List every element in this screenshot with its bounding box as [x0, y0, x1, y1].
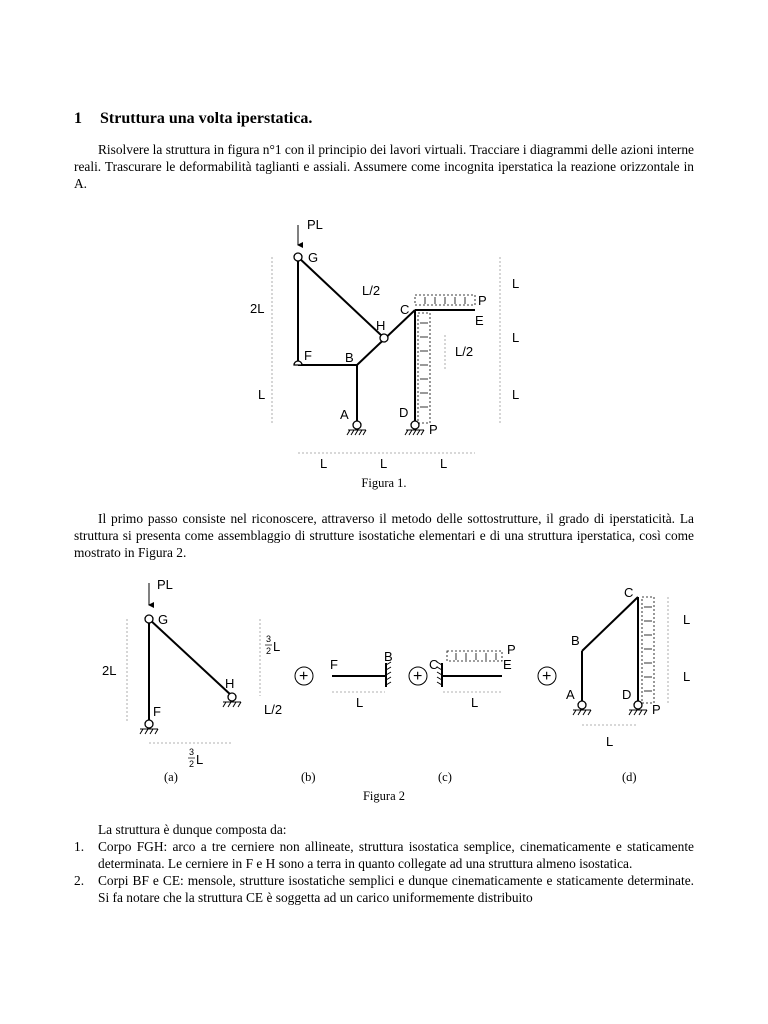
fig1-dim-half: L/2 [362, 283, 381, 298]
list-item-text: Corpo FGH: arco a tre cerniere non allineate, struttura isostatica semplice, cinematicamente e staticamente determinata. Le cerniere in F e H sono a terra in quanto collegate ad una struttura almeno isostatica. [98, 839, 694, 871]
list-item-number: 1. [74, 839, 85, 854]
fig2-part-b [330, 649, 393, 710]
figure-1 [0, 205, 768, 495]
section-heading [74, 110, 312, 128]
fig2d-node-A: A [566, 687, 575, 702]
fig2d-node-C: C [624, 585, 634, 600]
fig2-part-a [102, 577, 282, 769]
fig1-node-H: H [376, 318, 386, 333]
fig2c-node-C: C [429, 657, 439, 672]
list-item-text: Corpi BF e CE: mensole, strutture isostatiche semplici e dunque cinematicamente e staticamente determinate. Si fa notare che la struttura CE è soggetta ad un carico uniformemente distribuito [98, 873, 694, 905]
fig2c-dim: L [471, 695, 479, 710]
fig2b-node-F: F [330, 657, 338, 672]
fig2a-dim-2L: 2L [102, 663, 117, 678]
fig2a-bottom-num: 3 [189, 747, 195, 757]
fig1-load-P-top: P [478, 293, 487, 308]
fig1-node-C: C [400, 302, 410, 317]
fig1-dist-load-vertical [418, 313, 430, 423]
fig2a-node-G: G [158, 612, 169, 627]
fig1-dim-b3: L [440, 456, 448, 471]
fig1-dim-2L: 2L [250, 301, 265, 316]
fig2d-dim-top: L [683, 612, 691, 627]
fig1-load-P-bottom: P [429, 422, 438, 437]
fig2-sub-d: (d) [622, 770, 637, 784]
fig2d-dim-mid: L [683, 669, 691, 684]
fig1-node-F: F [304, 348, 312, 363]
fig1-supports [347, 430, 424, 435]
fig2a-node-F: F [153, 704, 161, 719]
fig2a-bottom-L: L [196, 752, 204, 767]
fig2b-dim: L [356, 695, 364, 710]
list-item [74, 872, 694, 906]
fig2-part-d [566, 585, 690, 749]
section-number: 1 [74, 110, 82, 127]
composition-list [74, 821, 694, 906]
fig2-sub-a: (a) [164, 770, 178, 784]
fig2a-dim-L2: L/2 [264, 702, 283, 717]
fig1-load-label: PL [307, 217, 323, 232]
fig2-sub-b: (b) [301, 770, 316, 784]
figure-2 [0, 575, 768, 805]
fig2d-load-P: P [652, 702, 661, 717]
fig1-dim-L-left: L [258, 387, 266, 402]
fig1-dim-b2: L [380, 456, 388, 471]
fig1-node-E: E [475, 313, 484, 328]
fig2d-dim-bot: L [606, 734, 614, 749]
fig2d-node-B: B [571, 633, 580, 648]
fig2b-node-B: B [384, 649, 393, 664]
fig1-dim-b1: L [320, 456, 328, 471]
fig2a-load-label: PL [157, 577, 173, 592]
fig1-node-A: A [340, 407, 349, 422]
list-item-number: 2. [74, 873, 85, 888]
fig2a-frac-den: 2 [266, 646, 272, 656]
problem-statement: Risolvere la struttura in figura n°1 con il principio dei lavori virtuali. Tracciare i diagrammi delle azioni interne reali. Trascurare le deformabilità taglianti e assiali. Assumere come incognita iperstatica la reazione orizzontale in A. [74, 142, 694, 191]
fig1-node-D: D [399, 405, 409, 420]
fig1-dim-right-mid: L [512, 330, 520, 345]
fig2-sub-c: (c) [438, 770, 452, 784]
fig2a-node-H: H [225, 676, 235, 691]
fig2a-frac-num: 3 [266, 634, 272, 644]
plus-sign-2: + [413, 668, 423, 685]
section-title: Struttura una volta iperstatica. [100, 110, 313, 127]
method-paragraph: Il primo passo consiste nel riconoscere, attraverso il metodo delle sottostrutture, il grado di iperstaticità. La struttura si presenta come assemblaggio di strutture isostatiche elementari e di una struttura iperstatica, così come mostrato in Figura 2. [74, 511, 694, 560]
fig2-part-c [429, 642, 516, 710]
fig1-node-B: B [345, 350, 354, 365]
fig2a-bottom-den: 2 [189, 759, 195, 769]
fig2c-node-E: E [503, 657, 512, 672]
plus-sign-1: + [299, 668, 309, 685]
fig2d-node-D: D [622, 687, 632, 702]
fig1-dist-load-top [415, 295, 475, 305]
figure-1-caption: Figura 1. [361, 476, 407, 490]
fig1-dim-right-bot: L [512, 387, 520, 402]
fig1-node-G: G [308, 250, 319, 265]
fig1-dim-half-right: L/2 [455, 344, 474, 359]
plus-sign-3: + [542, 668, 552, 685]
list-item [74, 838, 694, 872]
fig2c-load-P: P [507, 642, 516, 657]
fig2a-frac-L: L [273, 639, 281, 654]
fig1-dim-right-top: L [512, 276, 520, 291]
list-intro: La struttura è dunque composta da: [98, 822, 287, 837]
figure-2-caption: Figura 2 [362, 789, 405, 803]
